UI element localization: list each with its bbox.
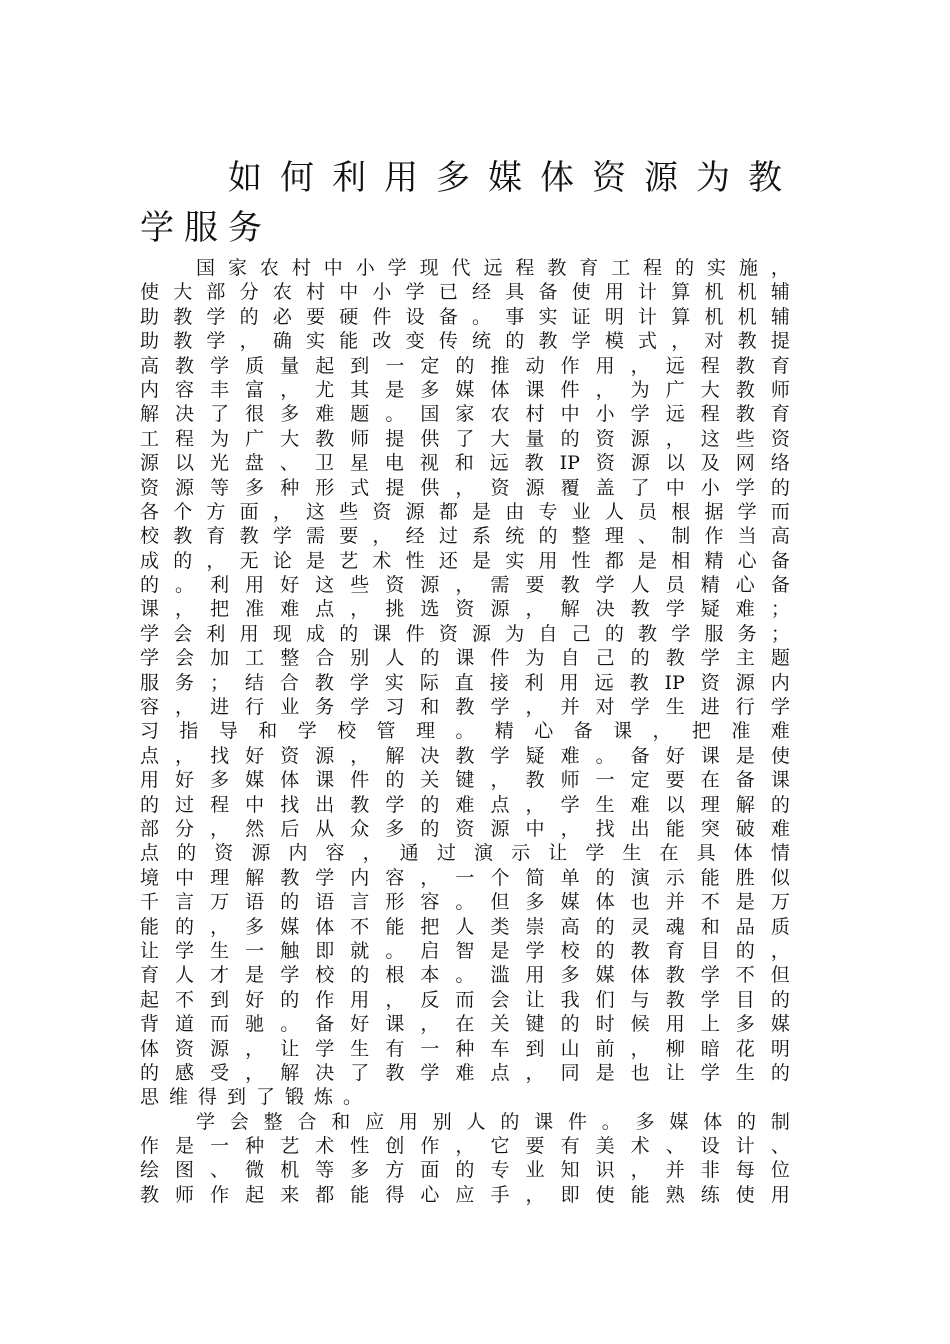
- body-line: 助 教 学 ， 确 实 能 改 变 传 统 的 教 学 模 式 ， 对 教 提: [140, 330, 790, 353]
- body-line: 能 的 ， 多 媒 体 不 能 把 人 类 崇 高 的 灵 魂 和 品 质: [140, 915, 790, 938]
- body-line: 的 过 程 中 找 出 教 学 的 难 点 ， 学 生 难 以 理 解 的: [140, 793, 790, 816]
- body-line: 的 。 利 用 好 这 些 资 源 ， 需 要 教 学 人 员 精 心 备: [140, 574, 790, 597]
- body-line: 源 以 光 盘 、 卫 星 电 视 和 远 教 IP 资 源 以 及 网 络: [140, 452, 790, 475]
- body-line: 部 分 ， 然 后 从 众 多 的 资 源 中 ， 找 出 能 突 破 难: [140, 817, 790, 840]
- body-line: 校 教 育 教 学 需 要 ， 经 过 系 统 的 整 理 、 制 作 当 高: [140, 525, 790, 548]
- body-line: 工 程 为 广 大 教 师 提 供 了 大 量 的 资 源 ， 这 些 资: [140, 427, 790, 450]
- body-line: 思维得到了锻炼。: [140, 1086, 373, 1109]
- body-line: 高 教 学 质 量 起 到 一 定 的 推 动 作 用 ， 远 程 教 育: [140, 354, 790, 377]
- body-line: 使 大 部 分 农 村 中 小 学 已 经 具 备 使 用 计 算 机 机 辅: [140, 281, 790, 304]
- document-body: [140, 256, 790, 1207]
- body-line: 作 是 一 种 艺 术 性 创 作 ， 它 要 有 美 术 、 设 计 、: [140, 1135, 790, 1158]
- body-line: 内 容 丰 富 ， 尤 其 是 多 媒 体 课 件 ， 为 广 大 教 师: [140, 378, 790, 401]
- body-line: 体 资 源 ， 让 学 生 有 一 种 车 到 山 前 ， 柳 暗 花 明: [140, 1037, 790, 1060]
- body-line: 资 源 等 多 种 形 式 提 供 ， 资 源 覆 盖 了 中 小 学 的: [140, 476, 790, 499]
- body-line: 点 的 资 源 内 容 ， 通 过 演 示 让 学 生 在 具 体 情: [140, 842, 790, 865]
- body-line: 千 言 万 语 的 语 言 形 容 。 但 多 媒 体 也 并 不 是 万: [140, 891, 790, 914]
- body-line: 学 会 整 合 和 应 用 别 人 的 课 件 。 多 媒 体 的 制: [196, 1110, 790, 1133]
- body-line: 习 指 导 和 学 校 管 理 。 精 心 备 课 ， 把 准 难: [140, 720, 790, 743]
- document-title-line-2: 学服务: [140, 208, 272, 248]
- body-line: 助 教 学 的 必 要 硬 件 设 备 。 事 实 证 明 计 算 机 机 辅: [140, 305, 790, 328]
- body-line: 绘 图 、 微 机 等 多 方 面 的 专 业 知 识 ， 并 非 每 位: [140, 1159, 790, 1182]
- body-line: 点 ， 找 好 资 源 ， 解 决 教 学 疑 难 。 备 好 课 是 使: [140, 744, 790, 767]
- body-line: 课 ， 把 准 难 点 ， 挑 选 资 源 ， 解 决 教 学 疑 难 ；: [140, 598, 790, 621]
- body-line: 解 决 了 很 多 难 题 。 国 家 农 村 中 小 学 远 程 教 育: [140, 403, 790, 426]
- body-line: 教 师 作 起 来 都 能 得 心 应 手 ， 即 使 能 熟 练 使 用: [140, 1183, 790, 1206]
- body-line: 学 会 利 用 现 成 的 课 件 资 源 为 自 己 的 教 学 服 务 ；: [140, 622, 790, 645]
- body-line: 服 务 ； 结 合 教 学 实 际 直 接 利 用 远 教 IP 资 源 内: [140, 671, 790, 694]
- body-line: 育 人 才 是 学 校 的 根 本 。 滥 用 多 媒 体 教 学 不 但: [140, 964, 790, 987]
- body-line: 起 不 到 好 的 作 用 ， 反 而 会 让 我 们 与 教 学 目 的: [140, 988, 790, 1011]
- body-line: 各 个 方 面 ， 这 些 资 源 都 是 由 专 业 人 员 根 据 学 而: [140, 500, 790, 523]
- body-line: 用 好 多 媒 体 课 件 的 关 键 ， 教 师 一 定 要 在 备 课: [140, 769, 790, 792]
- body-line: 成 的 ， 无 论 是 艺 术 性 还 是 实 用 性 都 是 相 精 心 备: [140, 549, 790, 572]
- body-line: 的 感 受 ， 解 决 了 教 学 难 点 ， 同 是 也 让 学 生 的: [140, 1061, 790, 1084]
- body-line: 让 学 生 一 触 即 就 。 启 智 是 学 校 的 教 育 目 的 ，: [140, 939, 790, 962]
- body-line: 国 家 农 村 中 小 学 现 代 远 程 教 育 工 程 的 实 施 ，: [196, 257, 790, 279]
- body-line: 背 道 而 驰 。 备 好 课 ， 在 关 键 的 时 候 用 上 多 媒: [140, 1013, 790, 1036]
- body-line: 境 中 理 解 教 学 内 容 ， 一 个 简 单 的 演 示 能 胜 似: [140, 866, 790, 889]
- body-line: 学 会 加 工 整 合 别 人 的 课 件 为 自 己 的 教 学 主 题: [140, 647, 790, 670]
- body-line: 容 ， 进 行 业 务 学 习 和 教 学 ， 并 对 学 生 进 行 学: [140, 696, 790, 719]
- document-title-line-1: 如何利用多媒体资源为教: [228, 158, 800, 198]
